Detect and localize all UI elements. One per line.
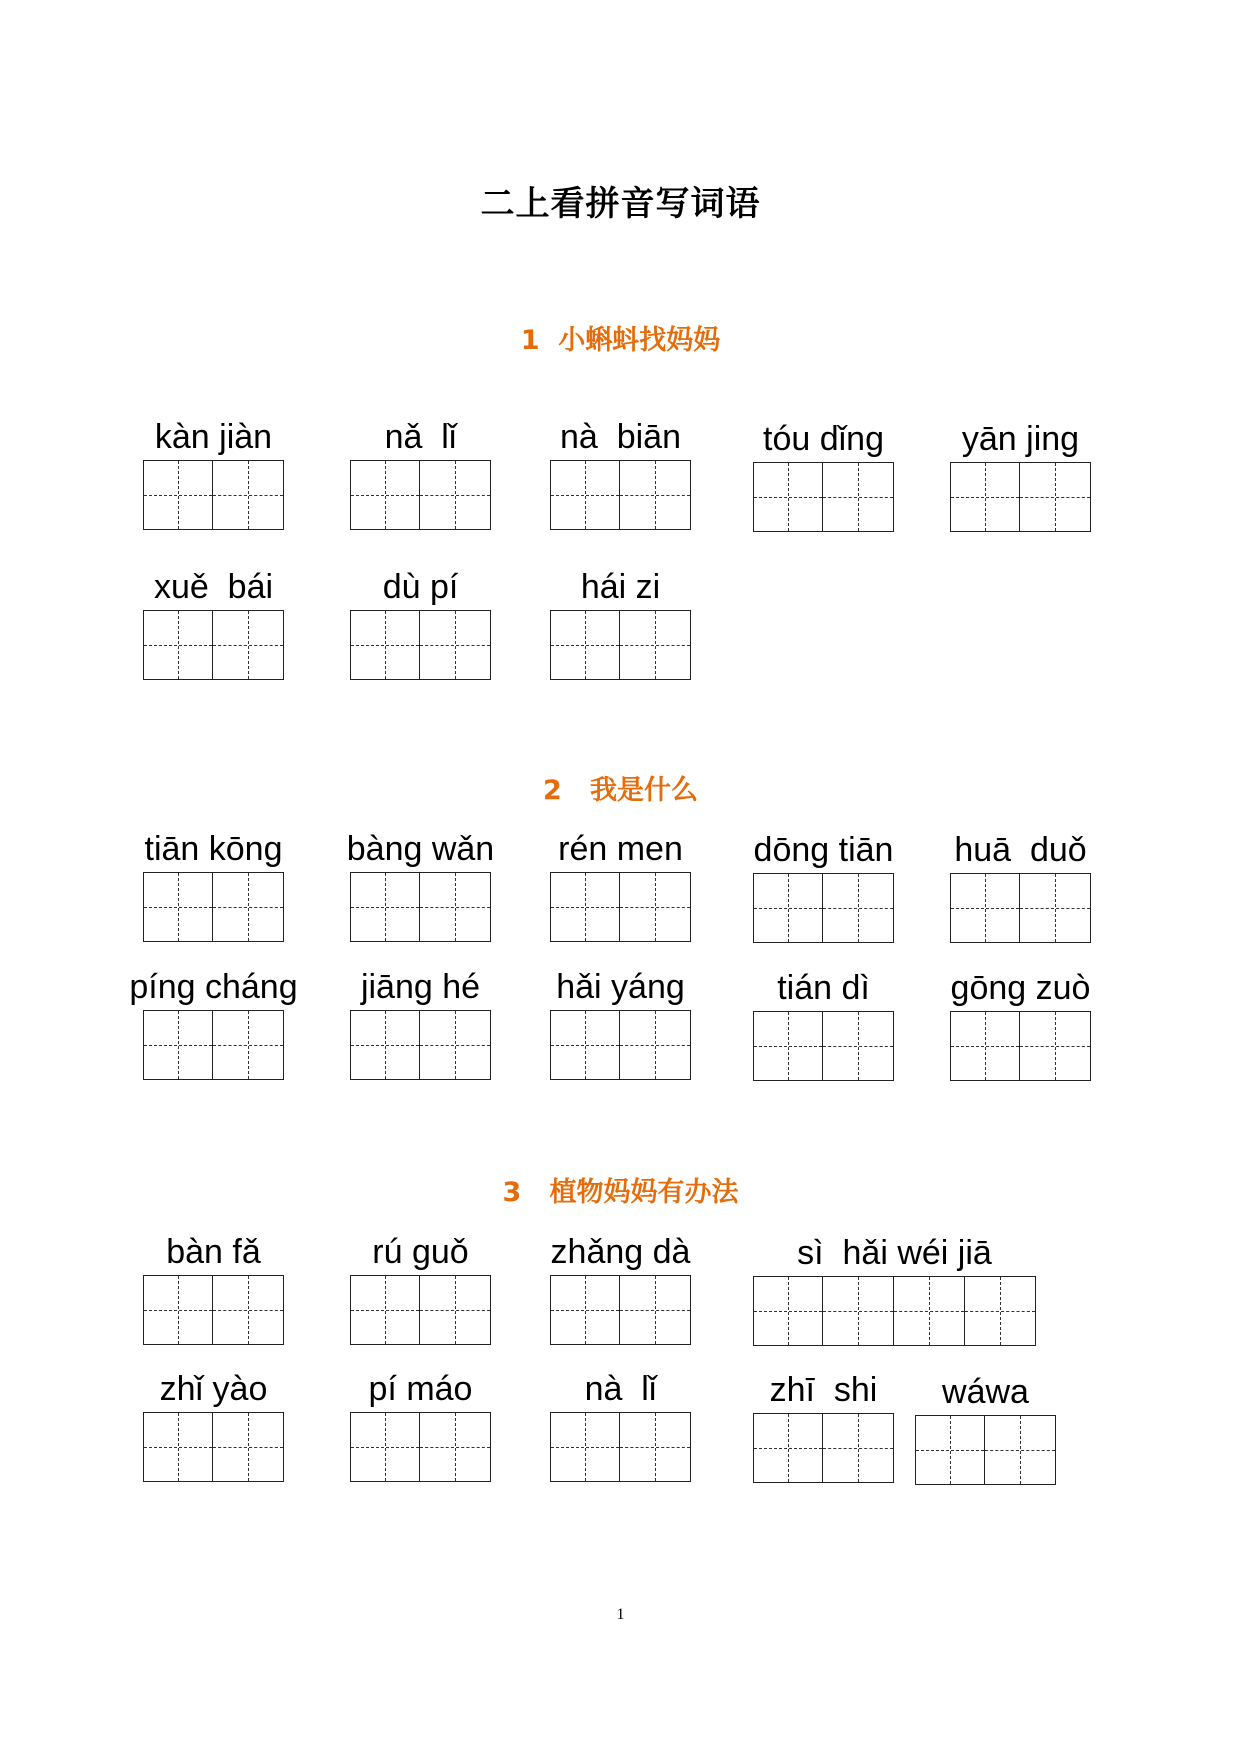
writing-grid[interactable] [350,1010,491,1080]
writing-cell[interactable] [143,872,213,942]
pinyin-label: bàng wǎn [346,829,495,868]
section-heading: 3 植物妈妈有办法 [502,1177,739,1208]
pinyin-label: xuě bái [153,567,274,606]
writing-cell[interactable] [350,610,420,680]
writing-cell[interactable] [894,1276,965,1346]
writing-cell[interactable] [213,610,284,680]
word-item [143,417,284,530]
pinyin-label: zhī shi [769,1370,878,1409]
writing-cell[interactable] [620,460,691,530]
pinyin-label: zhǎng dà [550,1232,691,1271]
writing-grid[interactable] [143,1412,284,1482]
page-title: 二上看拼音写词语 [480,184,761,224]
writing-cell[interactable] [350,872,420,942]
word-item [550,1369,691,1482]
pinyin-label: nà lǐ [584,1369,657,1408]
word-item [143,567,284,680]
word-item [550,829,691,942]
word-item [129,967,298,1080]
writing-cell[interactable] [420,1275,491,1345]
pinyin-label: hǎi yáng [556,967,685,1006]
writing-cell[interactable] [420,610,491,680]
word-item [753,419,894,532]
writing-cell[interactable] [213,1412,284,1482]
pinyin-label: dōng tiān [753,830,894,869]
pinyin-label: dù pí [382,567,459,606]
writing-grid[interactable] [350,872,491,942]
pinyin-label: tiān kōng [144,829,283,868]
pinyin-label: rú guǒ [372,1232,469,1271]
pinyin-label: kàn jiàn [154,417,273,456]
writing-cell[interactable] [950,873,1020,943]
writing-grid[interactable] [350,1275,491,1345]
writing-cell[interactable] [823,462,894,532]
page-number: 1 [616,1606,625,1623]
writing-grid[interactable] [350,460,491,530]
pinyin-label: píng cháng [129,967,298,1006]
writing-grid[interactable] [753,462,894,532]
writing-cell[interactable] [1020,462,1091,532]
word-item [753,968,894,1081]
pinyin-label: gōng zuò [950,968,1091,1007]
writing-cell[interactable] [823,1276,894,1346]
writing-grid[interactable] [143,610,284,680]
writing-grid[interactable] [950,1011,1091,1081]
pinyin-label: tián dì [777,968,870,1007]
word-item [950,830,1091,943]
word-item [950,419,1091,532]
writing-grid[interactable] [753,1276,1036,1346]
word-item [550,417,691,530]
writing-grid[interactable] [143,1275,284,1345]
writing-cell[interactable] [420,1010,491,1080]
word-item [143,1232,284,1345]
writing-cell[interactable] [213,460,284,530]
writing-cell[interactable] [915,1415,985,1485]
writing-grid[interactable] [550,872,691,942]
pinyin-label: pí máo [368,1369,473,1408]
writing-grid[interactable] [950,873,1091,943]
writing-cell[interactable] [143,460,213,530]
writing-cell[interactable] [550,610,620,680]
section-heading: 2 我是什么 [543,775,698,806]
word-item [350,567,491,680]
writing-grid[interactable] [350,1412,491,1482]
writing-grid[interactable] [915,1415,1056,1485]
pinyin-label: hái zi [580,567,661,606]
writing-grid[interactable] [143,872,284,942]
word-item [915,1372,1056,1485]
writing-grid[interactable] [753,1413,894,1483]
writing-cell[interactable] [620,1412,691,1482]
writing-grid[interactable] [143,1010,284,1080]
pinyin-label: sì hǎi wéi jiā [797,1233,992,1272]
writing-cell[interactable] [753,873,823,943]
writing-cell[interactable] [213,1010,284,1080]
word-item [753,1233,1036,1346]
writing-cell[interactable] [143,1412,213,1482]
writing-cell[interactable] [620,872,691,942]
pinyin-label: nǎ lǐ [384,417,457,456]
writing-cell[interactable] [965,1276,1036,1346]
word-item [753,1370,894,1483]
word-item [550,567,691,680]
writing-grid[interactable] [753,873,894,943]
writing-cell[interactable] [823,1011,894,1081]
writing-grid[interactable] [550,460,691,530]
writing-cell[interactable] [420,460,491,530]
writing-grid[interactable] [550,1010,691,1080]
writing-cell[interactable] [620,610,691,680]
writing-grid[interactable] [550,610,691,680]
word-item [350,417,491,530]
writing-cell[interactable] [350,1010,420,1080]
writing-cell[interactable] [213,872,284,942]
writing-cell[interactable] [550,1412,620,1482]
pinyin-label: nà biān [560,417,681,456]
pinyin-label: jiāng hé [360,967,481,1006]
word-item [550,967,691,1080]
writing-grid[interactable] [550,1412,691,1482]
writing-cell[interactable] [753,462,823,532]
pinyin-label: tóu dǐng [763,419,884,458]
writing-cell[interactable] [620,1010,691,1080]
word-item [350,967,491,1080]
writing-cell[interactable] [550,1275,620,1345]
word-item [350,1369,491,1482]
word-item [143,829,284,942]
pinyin-label: huā duǒ [954,830,1087,869]
writing-cell[interactable] [550,460,620,530]
word-item [950,968,1091,1081]
writing-cell[interactable] [1020,873,1091,943]
word-item [143,1369,284,1482]
writing-cell[interactable] [550,1010,620,1080]
writing-cell[interactable] [420,872,491,942]
word-item [350,1232,491,1345]
writing-cell[interactable] [213,1275,284,1345]
writing-grid[interactable] [550,1275,691,1345]
writing-cell[interactable] [620,1275,691,1345]
pinyin-label: wáwa [942,1372,1029,1411]
writing-cell[interactable] [753,1276,823,1346]
section-heading: 1 小蝌蚪找妈妈 [520,325,721,356]
writing-cell[interactable] [143,1275,213,1345]
writing-grid[interactable] [143,460,284,530]
pinyin-label: rén men [558,829,683,868]
writing-cell[interactable] [950,1011,1020,1081]
pinyin-label: yān jing [961,419,1080,458]
writing-grid[interactable] [950,462,1091,532]
writing-grid[interactable] [753,1011,894,1081]
writing-cell[interactable] [350,460,420,530]
pinyin-label: zhǐ yào [159,1369,268,1408]
word-item [753,830,894,943]
word-item [550,1232,691,1345]
writing-cell[interactable] [143,1010,213,1080]
word-item [346,829,495,942]
writing-cell[interactable] [350,1412,420,1482]
writing-cell[interactable] [350,1275,420,1345]
pinyin-label: bàn fǎ [166,1232,261,1271]
writing-cell[interactable] [143,610,213,680]
writing-cell[interactable] [753,1413,823,1483]
writing-cell[interactable] [985,1415,1056,1485]
writing-cell[interactable] [550,872,620,942]
writing-cell[interactable] [1020,1011,1091,1081]
writing-cell[interactable] [823,873,894,943]
writing-cell[interactable] [950,462,1020,532]
writing-cell[interactable] [420,1412,491,1482]
writing-grid[interactable] [350,610,491,680]
writing-cell[interactable] [823,1413,894,1483]
writing-cell[interactable] [753,1011,823,1081]
